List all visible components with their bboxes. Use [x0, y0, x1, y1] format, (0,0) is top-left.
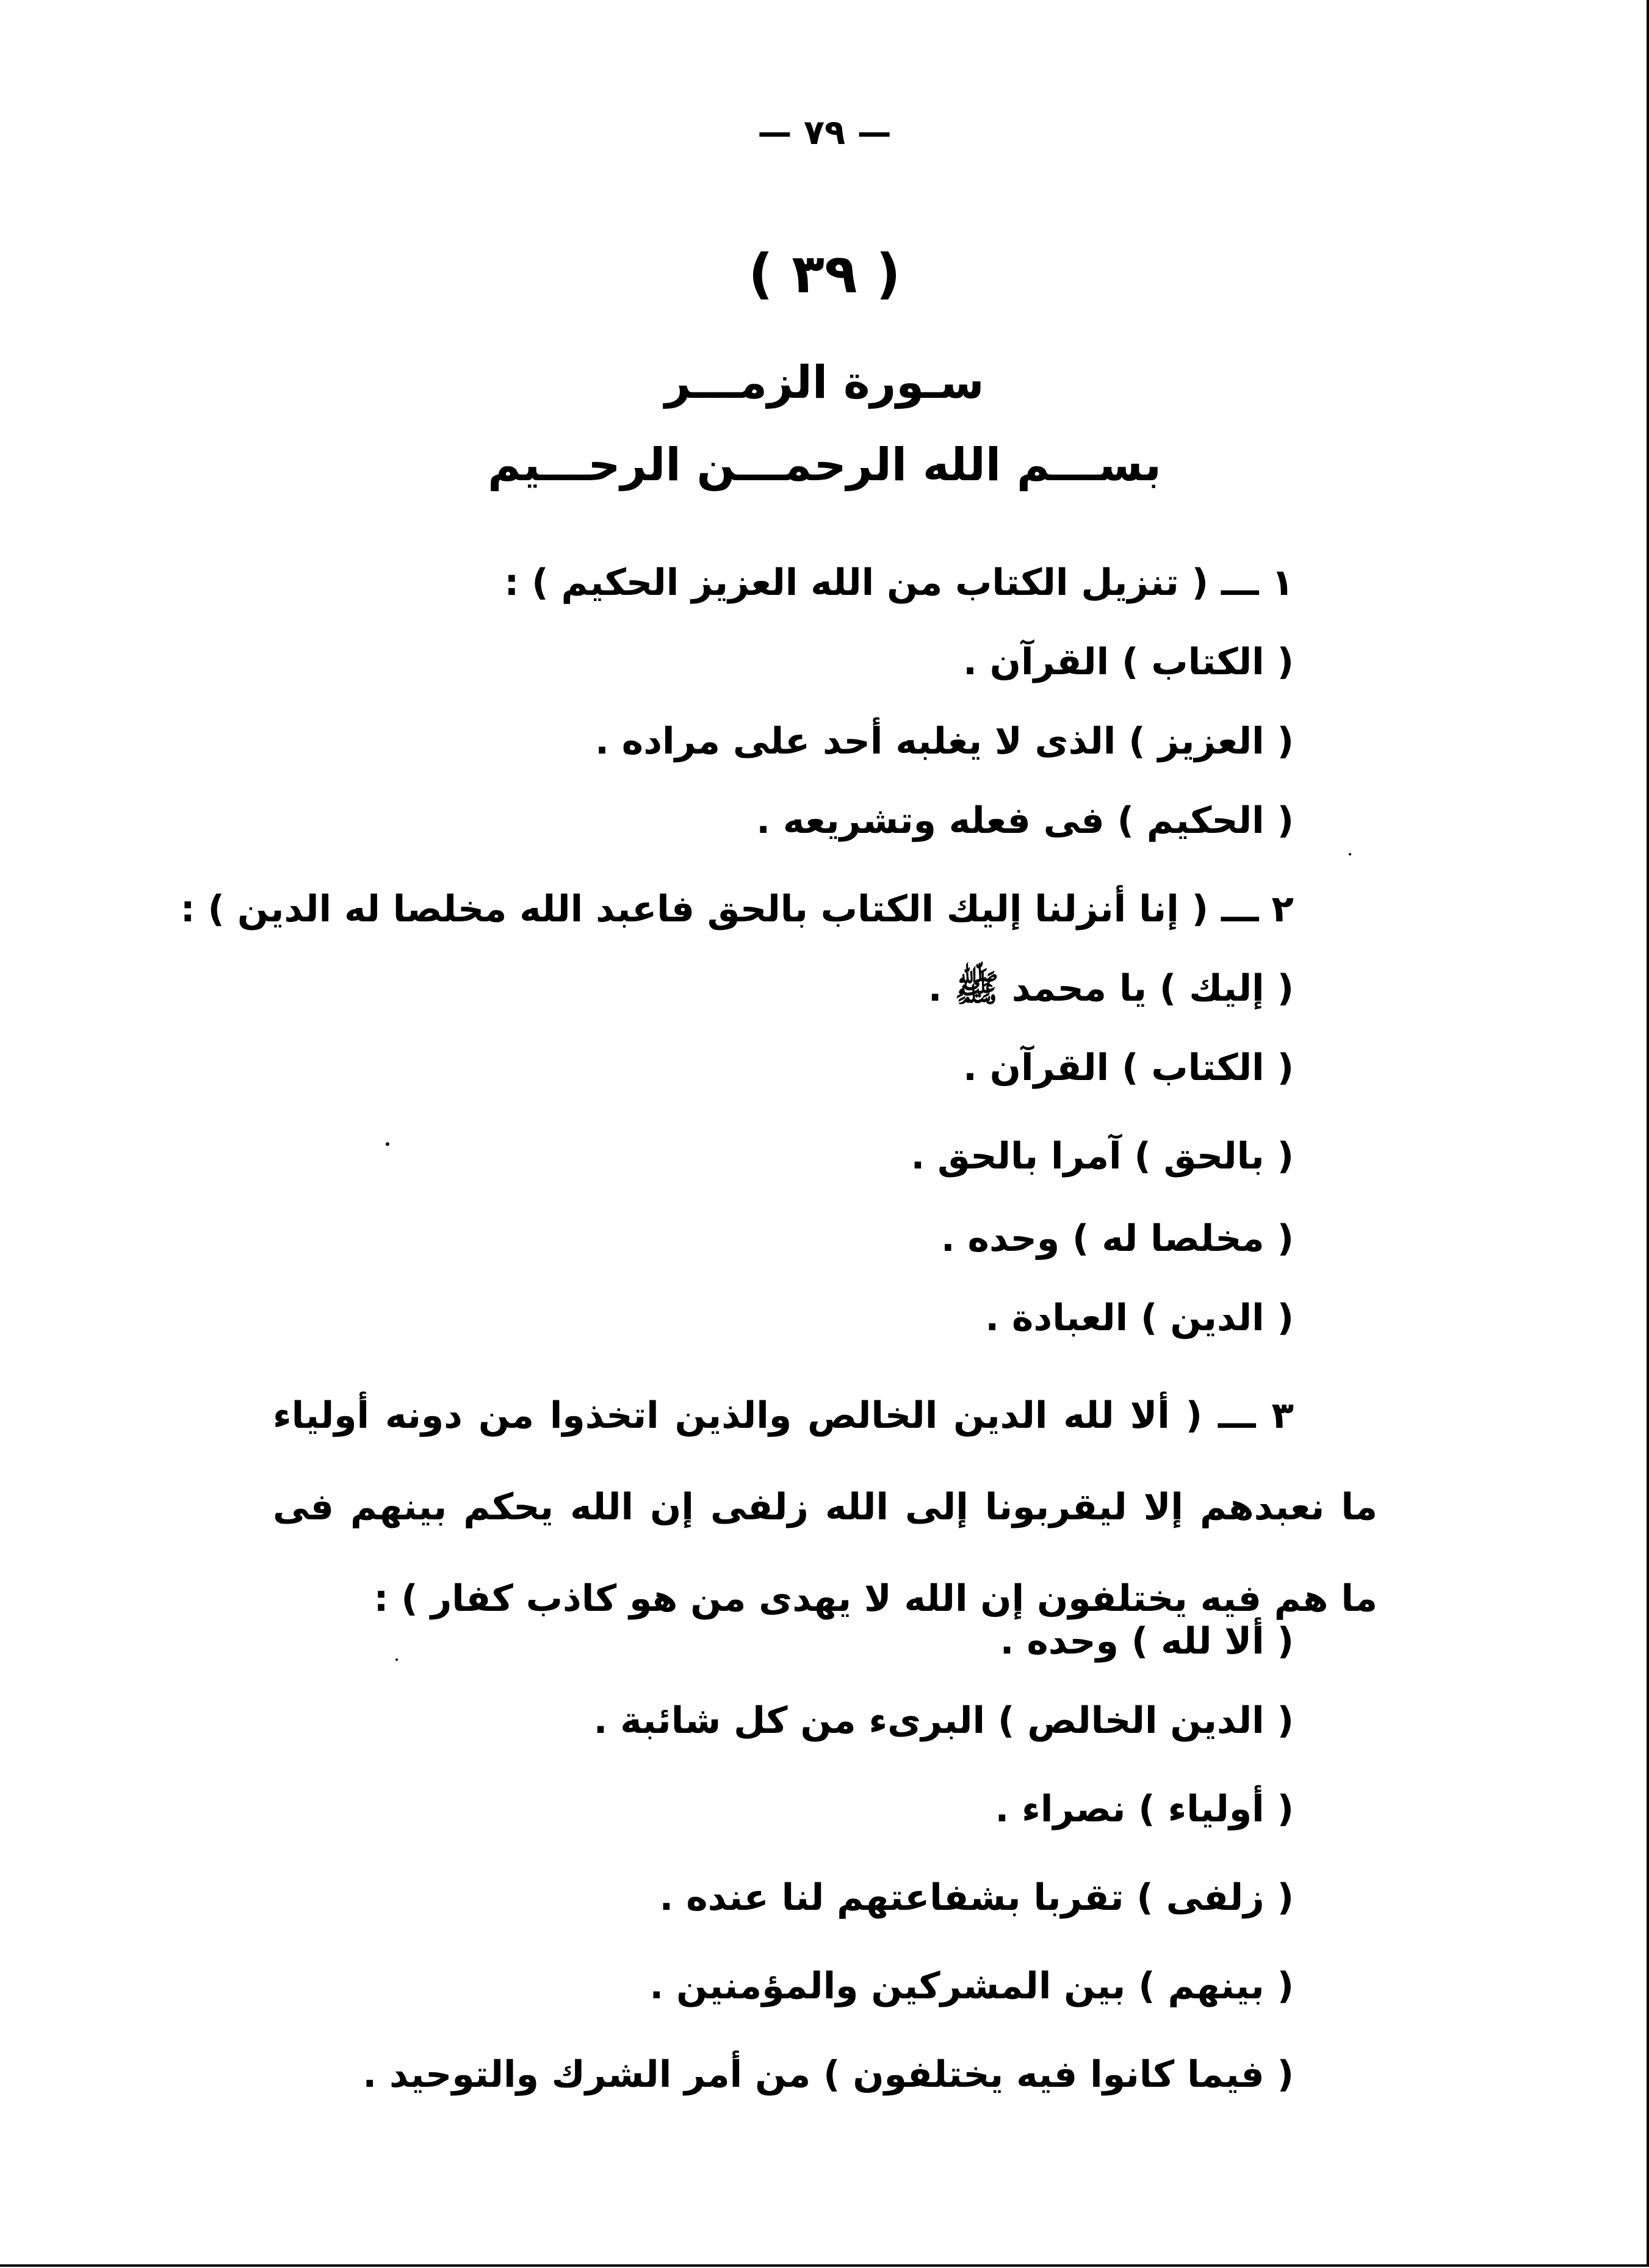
scan-speck	[395, 1658, 398, 1661]
basmala: بســـم الله الرحمـــن الرحـــيم	[488, 439, 1161, 491]
verse-1-note: ( الحكيم ) فى فعله وتشريعه .	[756, 799, 1294, 842]
verse-3-note: ( فيما كانوا فيه يختلفون ) من أمر الشرك والتوحيد .	[363, 2053, 1294, 2096]
verse-2-note: ( بالحق ) آمرا بالحق .	[911, 1135, 1294, 1178]
surah-title: سـورة الزمـــر	[665, 356, 984, 409]
verse-3-note: ( أولياء ) نصراء .	[995, 1788, 1294, 1831]
scan-speck	[386, 1142, 389, 1146]
verse-2-note: ( إليك ) يا محمد ﷺ .	[928, 967, 1294, 1010]
verse-2-text: ٢ ـــ ( إنا أنزلنا إليك الكتاب بالحق فاعبد الله مخلصا له الدين ) :	[180, 888, 1294, 931]
chapter-number: ( ٣٩ )	[748, 242, 901, 305]
verse-1-text: ١ ـــ ( تنزيل الكتاب من الله العزيز الحكيم ) :	[504, 561, 1294, 604]
verse-1-note: ( الكتاب ) القرآن .	[963, 641, 1294, 683]
verse-2-note: ( مخلصا له ) وحده .	[940, 1217, 1294, 1260]
verse-3-note: ( الدين الخالص ) البرىء من كل شائبة .	[593, 1699, 1294, 1742]
verse-3-note: ( زلفى ) تقربا بشفاعتهم لنا عنده .	[659, 1876, 1294, 1919]
page-number: — ٧٩ —	[757, 113, 892, 153]
verse-3-text: ٣ ـــ ( ألا لله الدين الخالص والذين اتخذوا من دونه أولياء ما نعبدهم إلا ليقربونا إلى الله زلفى إن الله يحكم بينهم فى ما هم فيه يختلفون إن الله لا يهدى من هو كاذب كفار ) :	[273, 1394, 1377, 1620]
verse-2-note: ( الدين ) العبادة .	[985, 1297, 1294, 1339]
verse-1-note: ( العزيز ) الذى لا يغلبه أحد على مراده .	[595, 720, 1294, 763]
verse-3-note: ( ألا لله ) وحده .	[1000, 1620, 1294, 1663]
verse-3-note: ( بينهم ) بين المشركين والمؤمنين .	[649, 1965, 1294, 2007]
verse-2-note: ( الكتاب ) القرآن .	[963, 1046, 1294, 1089]
scan-speck	[1349, 853, 1351, 855]
